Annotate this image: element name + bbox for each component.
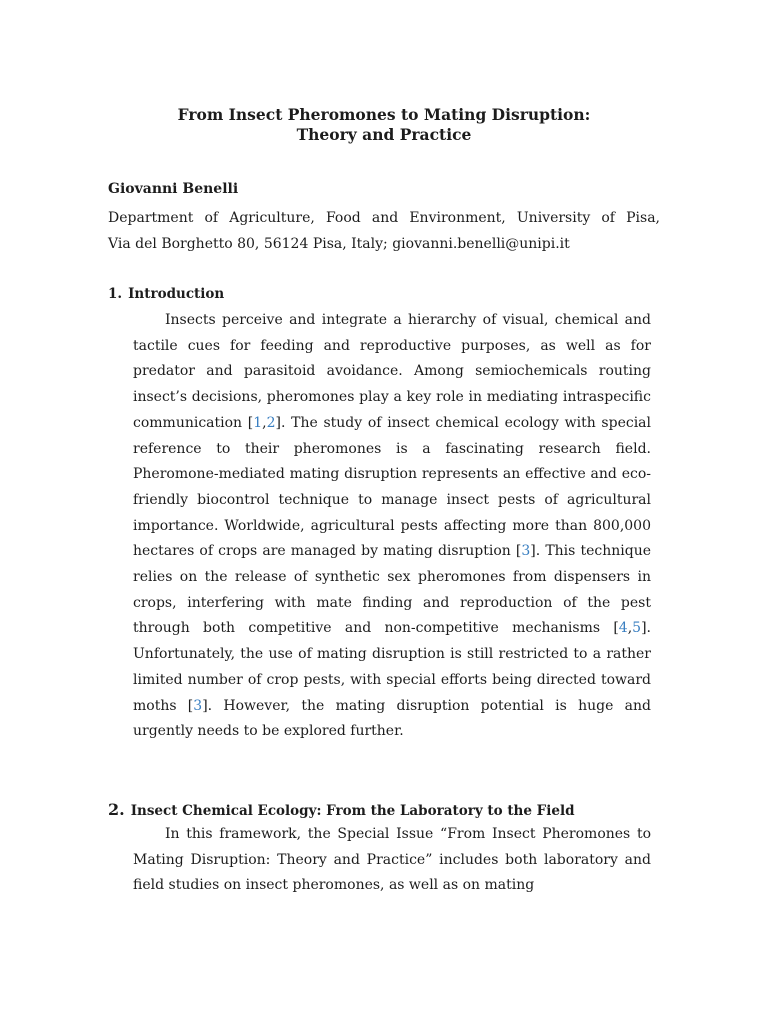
citation-link[interactable]: 4 xyxy=(618,620,628,637)
paragraph-text: ]. Unfortunately, the use of mating disruption is still restricted to a rather limited number of crop pests, with special efforts being directed toward moths [ xyxy=(133,620,651,714)
citation-link[interactable]: 2 xyxy=(266,414,276,431)
paragraph-text: , xyxy=(627,620,633,637)
paragraph-text: ]. This technique relies on the release of synthetic sex pheromones from dispensers in crops, interfering with mate finding and reproduction of the pest through both competitive and non-competitive mechanisms [ xyxy=(133,543,651,637)
section-heading-introduction xyxy=(108,286,224,302)
introduction-paragraph xyxy=(133,308,651,745)
document-title-line-1: From Insect Pheromones to Mating Disruption: xyxy=(177,105,591,124)
section-title: Introduction xyxy=(128,286,225,302)
citation-link[interactable]: 3 xyxy=(193,697,203,714)
section-heading-chemical-ecology xyxy=(108,800,575,819)
citation-link[interactable]: 5 xyxy=(632,620,642,637)
affiliation-line-2: Via del Borghetto 80, 56124 Pisa, Italy; giovanni.benelli@unipi.it xyxy=(108,236,570,252)
section-number: 1. xyxy=(108,286,123,302)
paragraph-text: In this framework, the Special Issue “From Insect Pheromones to Mating Disruption: Theory and Practice” includes both laboratory and field studies on insect pheromones, as well as on mating xyxy=(133,826,651,894)
document-title-line-2: Theory and Practice xyxy=(296,125,472,144)
section-title: Insect Chemical Ecology: From the Laboratory to the Field xyxy=(130,803,575,819)
paragraph-text: , xyxy=(262,414,267,431)
affiliation-line-1: Department of Agriculture, Food and Environment, University of Pisa, xyxy=(108,210,660,226)
paragraph-text: ]. The study of insect chemical ecology with special reference to their pheromones is a fascinating research field. Pheromone-mediated mating disruption represents an effective and eco-friendly biocontrol technique to manage insect pests of agricultural importance. Worldwide, agricultural pests affecting more than 800,000 hectares of crops are managed by mating disruption [ xyxy=(133,414,651,560)
chemical-ecology-paragraph xyxy=(133,822,651,900)
paragraph-text: ]. However, the mating disruption potential is huge and urgently needs to be explored further. xyxy=(133,697,651,740)
paragraph-text: Insects perceive and integrate a hierarchy of visual, chemical and tactile cues for feeding and reproductive purposes, as well as for predator and parasitoid avoidance. Among semiochemicals routing insect’s decisions, pheromones play a key role in mediating intraspecific communication [ xyxy=(133,312,651,431)
section-number: 2. xyxy=(108,800,125,819)
citation-link[interactable]: 1 xyxy=(253,414,263,431)
citation-link[interactable]: 3 xyxy=(521,543,531,560)
author-name: Giovanni Benelli xyxy=(108,181,239,197)
